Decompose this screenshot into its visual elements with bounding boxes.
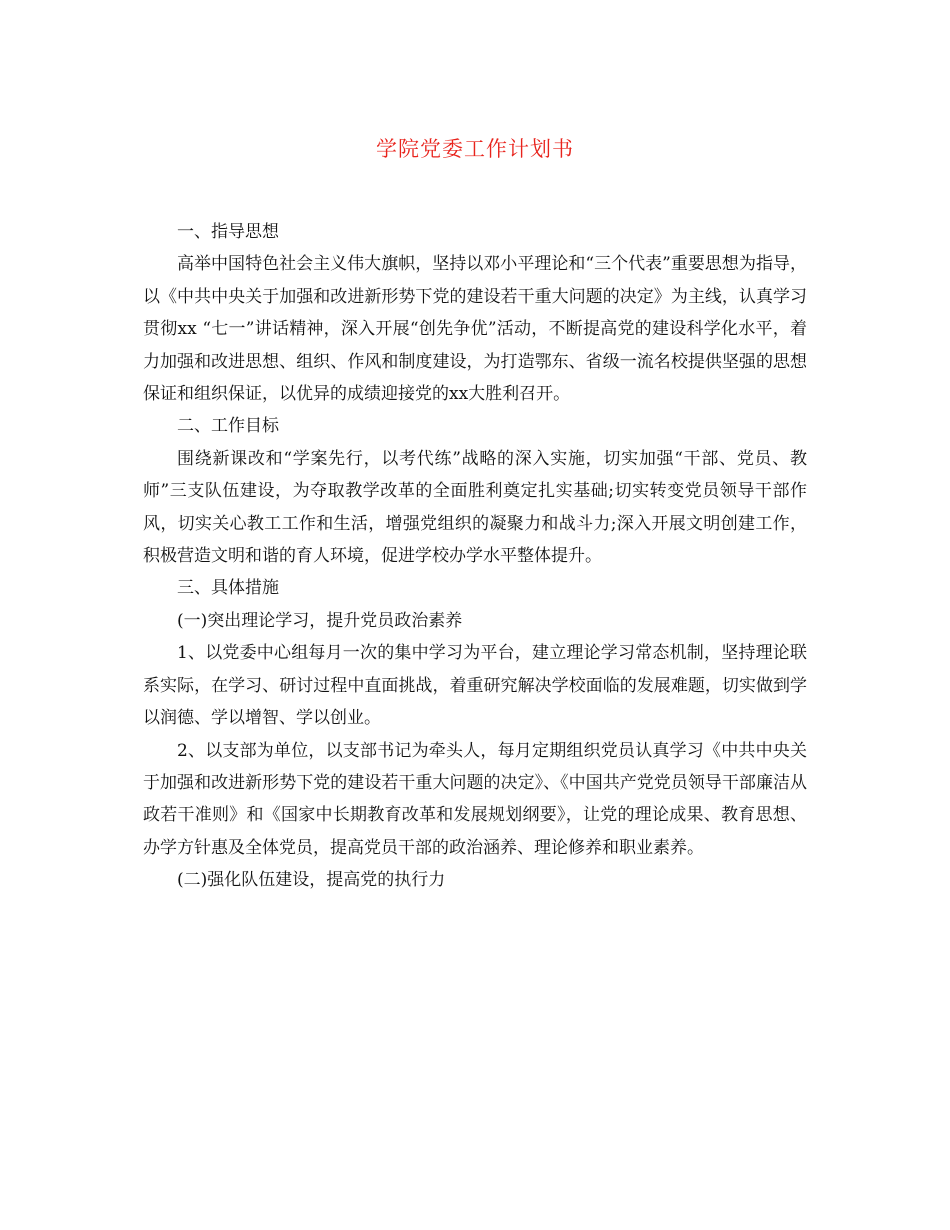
heading-work-goals: 二、工作目标 — [177, 416, 279, 437]
subheading-theory-study: (一)突出理论学习，提升党员政治素养 — [177, 610, 463, 631]
paragraph-measure-1: 1、以党委中心组每月一次的集中学习为平台，建立理论学习常态机制，坚持理论联系实际，在学习、研讨过程中直面挑战，着重研究解决学校面临的发展难题，切实做到学以润德、学以增智、学以创业。 — [143, 643, 807, 729]
document-body — [143, 216, 807, 897]
paragraph-measure-2: 2、以支部为单位，以支部书记为牵头人，每月定期组织党员认真学习《中共中央关于加强和改进新形势下党的建设若干重大问题的决定》、《中国共产党党员领导干部廉洁从政若干准则》和《国家中长期教育改革和发展规划纲要》，让党的理论成果、教育思想、办学方针惠及全体党员，提高党员干部的政治涵养、理论修养和职业素养。 — [143, 740, 807, 858]
paragraph-guiding-ideology: 高举中国特色社会主义伟大旗帜，坚持以邓小平理论和“三个代表”重要思想为指导，以《中共中央关于加强和改进新形势下党的建设若干重大问题的决定》为主线，认真学习贯彻xx “七一”讲话精神，深入开展“创先争优”活动，不断提高党的建设科学化水平，着力加强和改进思想、组织、作风和制度建设，为打造鄂东、省级一流名校提供坚强的思想保证和组织保证，以优异的成绩迎接党的xx大胜利召开。 — [143, 254, 807, 405]
heading-specific-measures: 三、具体措施 — [177, 578, 279, 599]
paragraph-work-goals: 围绕新课改和“学案先行，以考代练”战略的深入实施，切实加强“干部、党员、教师”三支队伍建设，为夺取教学改革的全面胜利奠定扎实基础;切实转变党员领导干部作风，切实关心教工工作和生活，增强党组织的凝聚力和战斗力;深入开展文明创建工作，积极营造文明和谐的育人环境，促进学校办学水平整体提升。 — [143, 448, 807, 567]
document-title: 学院党委工作计划书 — [376, 137, 574, 161]
subheading-team-building: (二)强化队伍建设，提高党的执行力 — [177, 870, 446, 891]
heading-guiding-ideology: 一、指导思想 — [177, 222, 279, 242]
